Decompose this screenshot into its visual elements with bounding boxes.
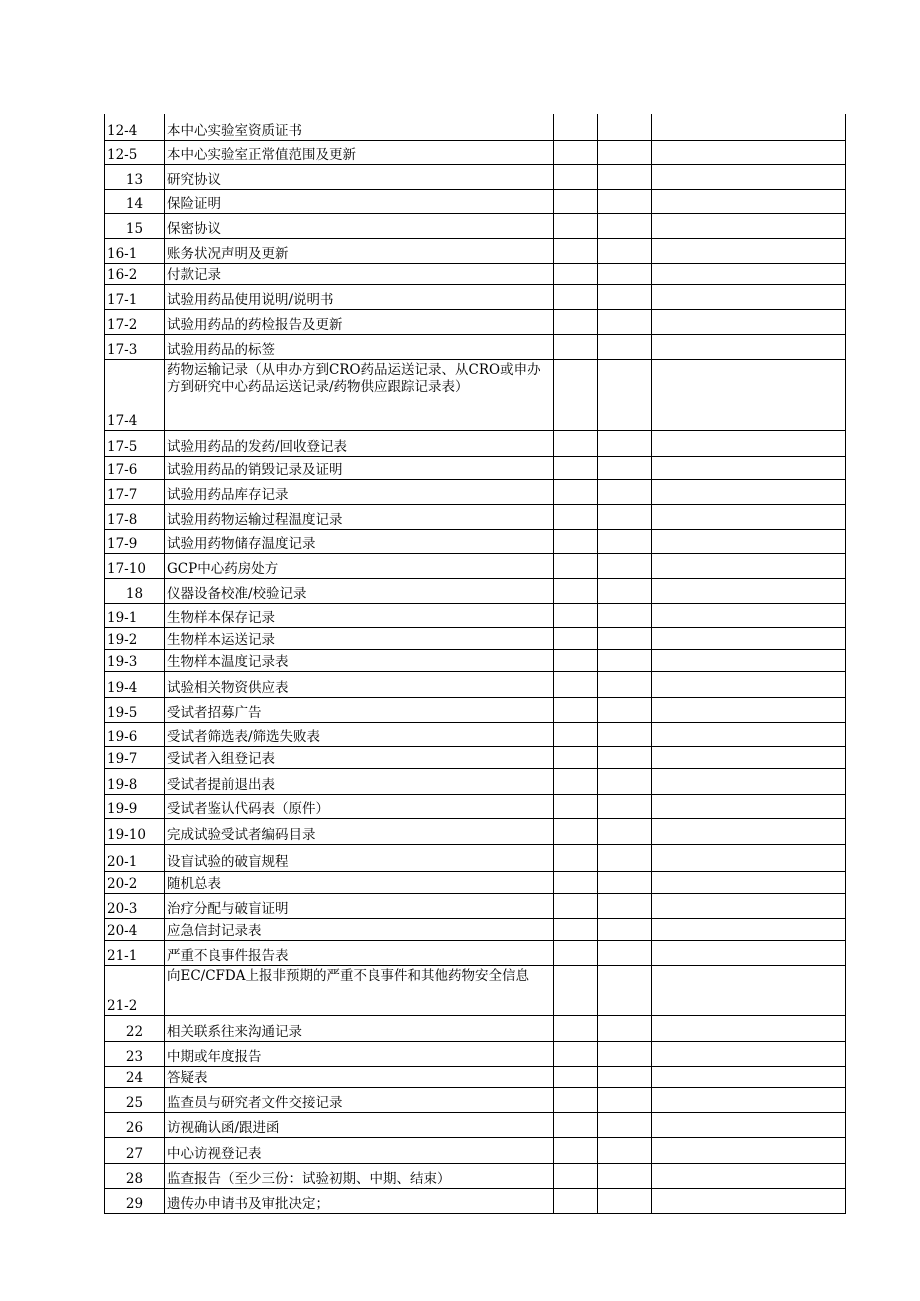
table-row [105, 1087, 846, 1112]
table-row [105, 603, 846, 627]
row-number: 27 [105, 1137, 165, 1163]
check-cell-2 [598, 284, 652, 309]
table-row [105, 768, 846, 794]
check-cell-2 [598, 238, 652, 263]
document-item: 试验用药品库存记录 [165, 479, 554, 504]
check-cell-1 [554, 359, 598, 430]
check-cell-2 [598, 578, 652, 603]
row-number: 17-5 [105, 430, 165, 456]
check-cell-1 [554, 768, 598, 794]
check-cell-1 [554, 940, 598, 965]
document-item: 监查员与研究者文件交接记录 [165, 1087, 554, 1112]
check-cell-1 [554, 309, 598, 334]
check-cell-2 [598, 893, 652, 918]
check-cell-2 [598, 1137, 652, 1163]
document-item: 试验用药物储存温度记录 [165, 529, 554, 553]
document-item: 本中心实验室资质证书 [165, 114, 554, 140]
table-row [105, 578, 846, 603]
table-row [105, 1137, 846, 1163]
remarks-cell [652, 309, 846, 334]
check-cell-1 [554, 671, 598, 697]
check-cell-1 [554, 479, 598, 504]
document-item: 试验用药品使用说明/说明书 [165, 284, 554, 309]
remarks-cell [652, 430, 846, 456]
document-item: 账务状况声明及更新 [165, 238, 554, 263]
remarks-cell [652, 918, 846, 940]
table-row [105, 1041, 846, 1066]
row-number: 15 [105, 213, 165, 238]
check-cell-2 [598, 553, 652, 578]
document-item: 受试者招募广告 [165, 697, 554, 722]
row-number: 17-7 [105, 479, 165, 504]
check-cell-2 [598, 671, 652, 697]
check-cell-1 [554, 697, 598, 722]
check-cell-2 [598, 309, 652, 334]
remarks-cell [652, 768, 846, 794]
check-cell-2 [598, 818, 652, 844]
remarks-cell [652, 284, 846, 309]
remarks-cell [652, 746, 846, 768]
table-row [105, 140, 846, 164]
remarks-cell [652, 140, 846, 164]
remarks-cell [652, 697, 846, 722]
document-checklist-table [104, 114, 846, 1214]
check-cell-2 [598, 649, 652, 671]
table-row [105, 1066, 846, 1087]
table-row [105, 940, 846, 965]
check-cell-1 [554, 794, 598, 818]
remarks-cell [652, 1112, 846, 1137]
check-cell-2 [598, 1087, 652, 1112]
row-number: 17-9 [105, 529, 165, 553]
check-cell-2 [598, 140, 652, 164]
row-number: 24 [105, 1066, 165, 1087]
check-cell-2 [598, 164, 652, 189]
table-row [105, 553, 846, 578]
check-cell-2 [598, 1041, 652, 1066]
table-row [105, 794, 846, 818]
check-cell-1 [554, 114, 598, 140]
check-cell-1 [554, 140, 598, 164]
remarks-cell [652, 1041, 846, 1066]
row-number: 17-2 [105, 309, 165, 334]
check-cell-2 [598, 529, 652, 553]
check-cell-2 [598, 768, 652, 794]
check-cell-1 [554, 649, 598, 671]
row-number: 18 [105, 578, 165, 603]
table-row [105, 918, 846, 940]
document-item: 随机总表 [165, 871, 554, 893]
row-number: 17-3 [105, 334, 165, 359]
document-item: 生物样本运送记录 [165, 627, 554, 649]
check-cell-2 [598, 1066, 652, 1087]
remarks-cell [652, 871, 846, 893]
check-cell-1 [554, 1163, 598, 1188]
check-cell-1 [554, 238, 598, 263]
check-cell-1 [554, 189, 598, 213]
document-item: 受试者入组登记表 [165, 746, 554, 768]
check-cell-1 [554, 1087, 598, 1112]
remarks-cell [652, 456, 846, 479]
check-cell-2 [598, 456, 652, 479]
check-cell-1 [554, 603, 598, 627]
remarks-cell [652, 940, 846, 965]
check-cell-2 [598, 794, 652, 818]
document-item: 设盲试验的破盲规程 [165, 844, 554, 871]
document-item: 受试者筛选表/筛选失败表 [165, 722, 554, 746]
row-number: 22 [105, 1015, 165, 1041]
check-cell-2 [598, 844, 652, 871]
table-row [105, 722, 846, 746]
check-cell-2 [598, 697, 652, 722]
document-item: 研究协议 [165, 164, 554, 189]
row-number: 21-1 [105, 940, 165, 965]
document-item: 试验用药品的药检报告及更新 [165, 309, 554, 334]
check-cell-2 [598, 918, 652, 940]
check-cell-2 [598, 603, 652, 627]
row-number: 16-2 [105, 263, 165, 284]
document-item: 受试者提前退出表 [165, 768, 554, 794]
table-row [105, 965, 846, 1015]
document-item: 试验用药品的标签 [165, 334, 554, 359]
table-row [105, 697, 846, 722]
table-row [105, 430, 846, 456]
document-item: 药物运输记录（从申办方到CRO药品运送记录、从CRO或申办方到研究中心药品运送记录/药物供应跟踪记录表） [165, 359, 554, 430]
table-row [105, 627, 846, 649]
check-cell-1 [554, 456, 598, 479]
check-cell-2 [598, 940, 652, 965]
row-number: 19-8 [105, 768, 165, 794]
remarks-cell [652, 844, 846, 871]
row-number: 29 [105, 1188, 165, 1213]
row-number: 16-1 [105, 238, 165, 263]
check-cell-1 [554, 965, 598, 1015]
check-cell-2 [598, 263, 652, 284]
check-cell-2 [598, 114, 652, 140]
table-row [105, 649, 846, 671]
remarks-cell [652, 213, 846, 238]
table-row [105, 114, 846, 140]
row-number: 26 [105, 1112, 165, 1137]
table-row [105, 504, 846, 529]
table-row [105, 746, 846, 768]
row-number: 25 [105, 1087, 165, 1112]
table-row [105, 529, 846, 553]
remarks-cell [652, 965, 846, 1015]
document-item: 严重不良事件报告表 [165, 940, 554, 965]
check-cell-1 [554, 1112, 598, 1137]
row-number: 19-7 [105, 746, 165, 768]
check-cell-1 [554, 529, 598, 553]
table-row [105, 164, 846, 189]
remarks-cell [652, 893, 846, 918]
row-number: 17-8 [105, 504, 165, 529]
check-cell-1 [554, 627, 598, 649]
table-row [105, 189, 846, 213]
row-number: 20-4 [105, 918, 165, 940]
check-cell-2 [598, 359, 652, 430]
check-cell-1 [554, 844, 598, 871]
check-cell-2 [598, 334, 652, 359]
document-item: 中心访视登记表 [165, 1137, 554, 1163]
check-cell-1 [554, 1015, 598, 1041]
check-cell-1 [554, 213, 598, 238]
document-item: 保密协议 [165, 213, 554, 238]
document-item: 生物样本保存记录 [165, 603, 554, 627]
remarks-cell [652, 1087, 846, 1112]
remarks-cell [652, 818, 846, 844]
check-cell-1 [554, 918, 598, 940]
check-cell-1 [554, 504, 598, 529]
document-item: GCP中心药房处方 [165, 553, 554, 578]
check-cell-1 [554, 871, 598, 893]
row-number: 17-1 [105, 284, 165, 309]
check-cell-2 [598, 871, 652, 893]
row-number: 13 [105, 164, 165, 189]
document-item: 完成试验受试者编码目录 [165, 818, 554, 844]
remarks-cell [652, 529, 846, 553]
remarks-cell [652, 334, 846, 359]
remarks-cell [652, 479, 846, 504]
row-number: 12-4 [105, 114, 165, 140]
remarks-cell [652, 553, 846, 578]
remarks-cell [652, 722, 846, 746]
check-cell-2 [598, 1112, 652, 1137]
remarks-cell [652, 649, 846, 671]
check-cell-2 [598, 1163, 652, 1188]
check-cell-2 [598, 504, 652, 529]
check-cell-1 [554, 334, 598, 359]
check-cell-1 [554, 553, 598, 578]
document-item: 遗传办申请书及审批决定； [165, 1188, 554, 1213]
table-row [105, 359, 846, 430]
remarks-cell [652, 263, 846, 284]
row-number: 19-5 [105, 697, 165, 722]
table-row [105, 671, 846, 697]
row-number: 17-10 [105, 553, 165, 578]
remarks-cell [652, 578, 846, 603]
check-cell-2 [598, 965, 652, 1015]
row-number: 19-9 [105, 794, 165, 818]
row-number: 19-4 [105, 671, 165, 697]
remarks-cell [652, 1066, 846, 1087]
table-row [105, 844, 846, 871]
check-cell-1 [554, 164, 598, 189]
document-item: 试验用药品的发药/回收登记表 [165, 430, 554, 456]
check-cell-1 [554, 746, 598, 768]
remarks-cell [652, 671, 846, 697]
table-row [105, 1112, 846, 1137]
row-number: 19-1 [105, 603, 165, 627]
row-number: 17-4 [105, 359, 165, 430]
remarks-cell [652, 627, 846, 649]
remarks-cell [652, 164, 846, 189]
table-row [105, 284, 846, 309]
document-item: 付款记录 [165, 263, 554, 284]
check-cell-1 [554, 1137, 598, 1163]
document-item: 试验相关物资供应表 [165, 671, 554, 697]
row-number: 19-6 [105, 722, 165, 746]
document-item: 答疑表 [165, 1066, 554, 1087]
check-cell-1 [554, 1041, 598, 1066]
remarks-cell [652, 238, 846, 263]
remarks-cell [652, 504, 846, 529]
remarks-cell [652, 1188, 846, 1213]
table-row [105, 213, 846, 238]
document-item: 仪器设备校准/校验记录 [165, 578, 554, 603]
document-item: 生物样本温度记录表 [165, 649, 554, 671]
row-number: 12-5 [105, 140, 165, 164]
row-number: 20-1 [105, 844, 165, 871]
check-cell-2 [598, 430, 652, 456]
remarks-cell [652, 1137, 846, 1163]
table-row [105, 1015, 846, 1041]
remarks-cell [652, 1015, 846, 1041]
checklist-body [105, 114, 846, 1213]
remarks-cell [652, 189, 846, 213]
check-cell-1 [554, 263, 598, 284]
remarks-cell [652, 359, 846, 430]
document-item: 保险证明 [165, 189, 554, 213]
check-cell-1 [554, 430, 598, 456]
check-cell-2 [598, 746, 652, 768]
row-number: 28 [105, 1163, 165, 1188]
table-row [105, 334, 846, 359]
check-cell-2 [598, 1188, 652, 1213]
row-number: 17-6 [105, 456, 165, 479]
check-cell-1 [554, 818, 598, 844]
row-number: 14 [105, 189, 165, 213]
table-row [105, 893, 846, 918]
table-row [105, 479, 846, 504]
remarks-cell [652, 114, 846, 140]
row-number: 23 [105, 1041, 165, 1066]
table-row [105, 818, 846, 844]
check-cell-1 [554, 722, 598, 746]
document-item: 试验用药物运输过程温度记录 [165, 504, 554, 529]
table-row [105, 456, 846, 479]
document-item: 中期或年度报告 [165, 1041, 554, 1066]
check-cell-2 [598, 213, 652, 238]
document-item: 应急信封记录表 [165, 918, 554, 940]
check-cell-2 [598, 627, 652, 649]
row-number: 19-10 [105, 818, 165, 844]
remarks-cell [652, 603, 846, 627]
check-cell-1 [554, 1188, 598, 1213]
table-row [105, 263, 846, 284]
check-cell-1 [554, 1066, 598, 1087]
row-number: 20-3 [105, 893, 165, 918]
check-cell-2 [598, 1015, 652, 1041]
document-item: 本中心实验室正常值范围及更新 [165, 140, 554, 164]
table-row [105, 238, 846, 263]
document-item: 试验用药品的销毁记录及证明 [165, 456, 554, 479]
table-row [105, 1188, 846, 1213]
remarks-cell [652, 794, 846, 818]
check-cell-2 [598, 479, 652, 504]
table-row [105, 1163, 846, 1188]
document-item: 相关联系往来沟通记录 [165, 1015, 554, 1041]
check-cell-1 [554, 284, 598, 309]
table-row [105, 871, 846, 893]
document-item: 访视确认函/跟进函 [165, 1112, 554, 1137]
check-cell-2 [598, 722, 652, 746]
table-row [105, 309, 846, 334]
check-cell-1 [554, 578, 598, 603]
row-number: 21-2 [105, 965, 165, 1015]
row-number: 19-2 [105, 627, 165, 649]
remarks-cell [652, 1163, 846, 1188]
document-item: 向EC/CFDA上报非预期的严重不良事件和其他药物安全信息 [165, 965, 554, 1015]
document-item: 受试者鉴认代码表（原件） [165, 794, 554, 818]
row-number: 19-3 [105, 649, 165, 671]
document-item: 治疗分配与破盲证明 [165, 893, 554, 918]
row-number: 20-2 [105, 871, 165, 893]
document-item: 监查报告（至少三份：试验初期、中期、结束） [165, 1163, 554, 1188]
check-cell-2 [598, 189, 652, 213]
check-cell-1 [554, 893, 598, 918]
